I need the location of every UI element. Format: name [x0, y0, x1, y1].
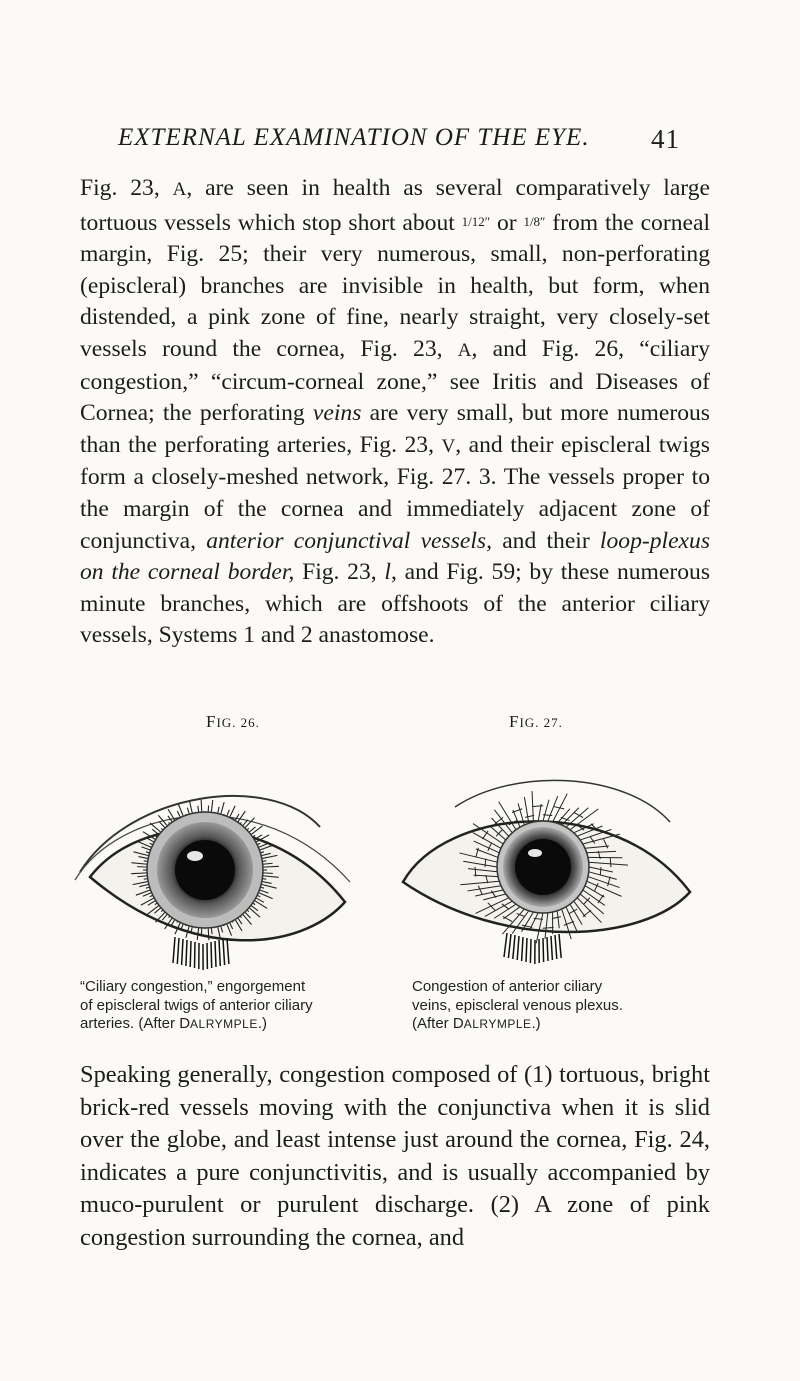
- vein-branch: [524, 797, 528, 823]
- italic-text: anterior conjunctival vessels,: [206, 527, 492, 554]
- vein-branch: [554, 807, 565, 809]
- text-run: , are seen in health as several comparatively large tortuous vessels which stop short about: [80, 175, 710, 236]
- caption-text: .): [257, 1015, 268, 1032]
- caption-text: (After D: [412, 1015, 464, 1032]
- text-run: or: [490, 209, 524, 236]
- figure-26-label: [206, 712, 260, 732]
- caption-line: [80, 1015, 313, 1034]
- caption-text: .): [531, 1015, 541, 1032]
- text-run: are very small, but more numerous than the perforating arteries, Fig. 23,: [80, 400, 710, 458]
- paragraph-vessel-description: [80, 173, 710, 652]
- lash: [177, 938, 179, 964]
- lower-lashes: [504, 933, 561, 964]
- lash: [190, 941, 191, 967]
- lash: [559, 934, 561, 958]
- italic-text: loop-plexus on the corneal border,: [80, 527, 710, 586]
- fraction: 1/8″: [523, 213, 546, 229]
- caption-line: veins, episcleral venous plexus.: [412, 996, 623, 1014]
- lash: [186, 940, 187, 966]
- running-title: EXTERNAL EXAMINATION OF THE EYE.: [118, 124, 590, 151]
- text-run: V: [441, 435, 456, 457]
- vein-branch: [543, 800, 549, 821]
- lash: [543, 938, 544, 962]
- caption-line: of episcleral twigs of anterior ciliary: [80, 996, 313, 1014]
- lash: [555, 935, 557, 959]
- text-run: Fig. 23,: [80, 175, 173, 201]
- figure-26-caption: [80, 978, 313, 1034]
- running-header: [118, 124, 680, 158]
- caption-line: [412, 1015, 623, 1034]
- label-initial: F: [509, 712, 520, 731]
- figure-27-label: [509, 712, 563, 732]
- vein-branch: [532, 806, 543, 807]
- lash: [195, 942, 196, 968]
- lash: [551, 936, 552, 960]
- fraction: 1/12″: [461, 213, 491, 229]
- caption-text: arteries. (After D: [80, 1015, 191, 1032]
- vein-branch: [562, 808, 579, 825]
- text-run: , and Fig. 26, “ciliary congestion,” “circum-corneal zone,” see Iritis and Diseases of Cornea; the perforating: [80, 335, 710, 427]
- lash: [211, 942, 212, 968]
- caption-smallcaps: ALRYMPLE: [463, 1017, 532, 1031]
- figure-27-caption: [412, 978, 623, 1034]
- caption-line: “Ciliary congestion,” engorgement: [80, 978, 306, 995]
- label-initial: F: [206, 712, 217, 731]
- label-rest: IG. 26.: [216, 715, 260, 730]
- vein-branch: [543, 815, 552, 816]
- vein-branch: [534, 919, 543, 920]
- lash: [219, 940, 220, 966]
- lash: [227, 938, 229, 964]
- lash: [215, 941, 216, 967]
- lash: [508, 934, 511, 958]
- page-number: 41: [651, 124, 680, 154]
- lash: [526, 938, 527, 962]
- lash: [504, 933, 507, 957]
- text-run: , and their episcleral twigs form a closely-meshed network, Fig. 27. 3. The vessels proper to the margin of the cornea and immediately adjacent zone of conjunctiva,: [80, 431, 710, 554]
- text-run: from the corneal margin, Fig. 25; their very numerous, small, non-perforating (episcleral) branches are invisible in health, but form, when distended, a pink zone of fine, nearly straight, very closely-set vessels round the cornea, Fig. 23,: [80, 209, 710, 362]
- lash: [513, 935, 515, 959]
- text-run: A: [172, 179, 187, 200]
- lash: [522, 937, 523, 961]
- caption-smallcaps: ALRYMPLE: [190, 1017, 258, 1031]
- vein-branch: [557, 809, 570, 823]
- figure-27-eye-illustration: [395, 752, 700, 977]
- figure-26-eye-illustration: [70, 752, 370, 977]
- italic-text: veins: [312, 400, 362, 427]
- lash: [530, 939, 531, 963]
- text-run: A: [457, 339, 472, 361]
- caption-line: Congestion of anterior ciliary: [412, 978, 603, 995]
- text-run: Fig. 23,: [294, 559, 385, 586]
- lash: [547, 937, 548, 961]
- lower-lashes: [173, 937, 229, 970]
- lash: [182, 939, 183, 965]
- label-rest: IG. 27.: [519, 715, 563, 730]
- text-run: and their: [491, 527, 600, 554]
- text-run: , and Fig. 59; by these numerous minute branches, which are offshoots of the anterior ciliary vessels, Systems 1 and 2 anastomose.: [80, 559, 711, 649]
- paragraph-congestion-summary: Speaking generally, congestion composed of (1) tortuous, bright brick-red vessels moving with the conjunctiva when it is slid over the globe, and least intense just around the cornea, Fig. 24, indicates a pure conjunctivitis, and is usually accompanied by muco-purulent or purulent discharge. (2) A zone of pink congestion surrounding the cornea, and: [80, 1061, 710, 1251]
- lash: [173, 937, 175, 963]
- lash: [223, 939, 225, 965]
- lash: [517, 936, 519, 960]
- italic-text: l: [384, 559, 391, 586]
